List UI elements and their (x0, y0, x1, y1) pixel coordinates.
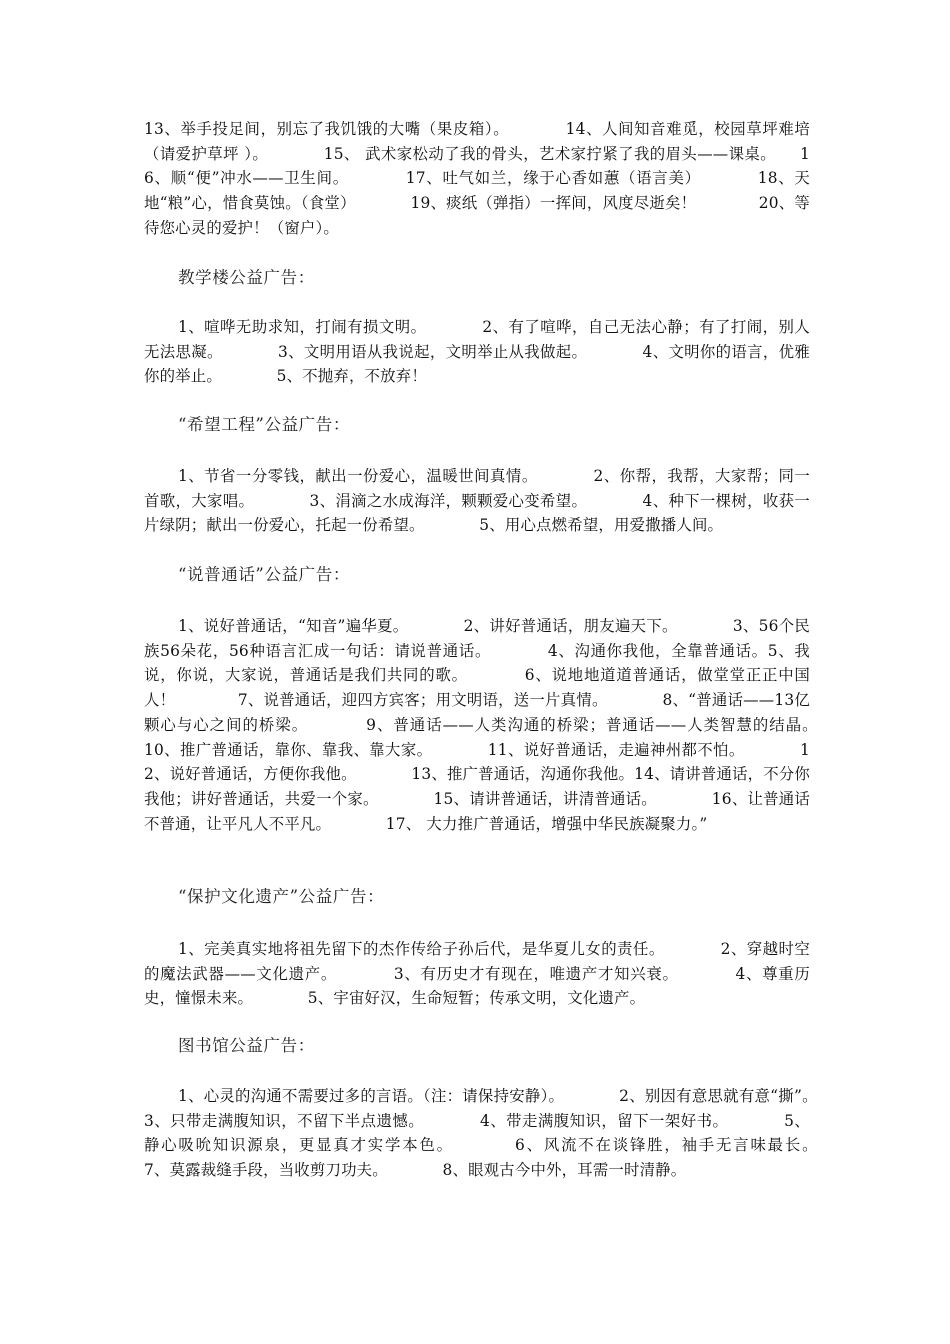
section-text: 1、心灵的沟通不需要过多的言语。（注：请保持安静）。 2、别因有意思就有意“撕”。 3、只带走满腹知识，不留下半点遗憾。 4、带走满腹知识，留下一架好书。 5、静心吸吮知识源泉，更显真才实学本色。 6、风流不在谈锋胜，袖手无言味最长。 7、莫露裁缝手段，当收剪刀功夫。 8、眼观古今中外，耳需一时清静。 (144, 1087, 873, 1180)
section-text: 1、喧哗无助求知，打闹有损文明。 2、有了喧哗，自己无法心静；有了打闹，别人无法思凝。 3、文明用语从我说起，文明举止从我做起。 4、文明你的语言，优雅你的举止。 5、不抛弃，不放弃！ (144, 318, 810, 386)
section-heading-library: 图书馆公益广告： (178, 1036, 315, 1055)
section-body-library (144, 1084, 873, 1183)
section-body-teaching-building (144, 315, 810, 389)
section-text: 1、说好普通话，“知音”遍华夏。 2、讲好普通话，朋友遍天下。 3、56个民族56朵花，56种语言汇成一句话：请说普通话。 4、沟通你我他，全靠普通话。5、我说，你说，大家说，普通话是我们共同的歌。 6、说地地道道普通话，做堂堂正正中国人！ 7、说普通话，迎四方宾客；用文明语，送一片真情。 8、“普通话——13亿颗心与心之间的桥梁。 9、普通话——人类沟通的桥梁；普通话——人类智慧的结晶。 10、推广普通话，靠你、靠我、靠大家。 11、说好普通话，走遍神州都不怕。 12、说好普通话，方便你我他。 13、推广普通话，沟通你我他。14、请讲普通话，不分你我他；讲好普通话，共爱一个家。 15、请讲普通话，讲清普通话。 16、让普通话不普通，让平凡人不平凡。 17、 大力推广普通话，增强中华民族凝聚力。” (144, 617, 873, 833)
section-heading-hope-project: “希望工程”公益广告： (178, 415, 350, 434)
section-text: 1、完美真实地将祖先留下的杰作传给子孙后代，是华夏儿女的责任。 2、穿越时空的魔法武器——文化遗产。 3、有历史才有现在，唯遗产才知兴衰。 4、尊重历史，憧憬未来。 5、宇宙好汉，生命短暂；传承文明，文化遗产。 (144, 940, 810, 1008)
section-heading-mandarin: “说普通话”公益广告： (178, 565, 350, 584)
section-body-cultural-heritage (144, 937, 810, 1011)
intro-paragraph (144, 117, 810, 241)
section-heading-teaching-building: 教学楼公益广告： (178, 268, 315, 287)
section-text: 1、节省一分零钱，献出一份爱心，温暖世间真情。 2、你帮，我帮，大家帮；同一首歌，大家唱。 3、涓滴之水成海洋，颗颗爱心变希望。 4、种下一棵树，收获一片绿阴；献出一份爱心，托起一份希望。 5、用心点燃希望，用爱撒播人间。 (144, 467, 810, 535)
intro-text: 13、举手投足间，别忘了我饥饿的大嘴（果皮箱）。 14、人间知音难觅，校园草坪难培（请爱护草坪 ）。 15、 武术家松动了我的骨头，艺术家拧紧了我的眉头——课桌。 16、顺“便”冲水——卫生间。 17、吐气如兰，缘于心香如蕙（语言美） 18、天地“粮”心，惜食莫蚀。（食堂） 19、痰纸（弹指）一挥间，风度尽逝矣！ 20、等待您心灵的爱护！（窗户）。 (144, 120, 810, 237)
section-body-mandarin (144, 614, 873, 836)
section-body-hope-project (144, 464, 810, 538)
section-heading-cultural-heritage: “保护文化遗产”公益广告： (178, 887, 385, 906)
